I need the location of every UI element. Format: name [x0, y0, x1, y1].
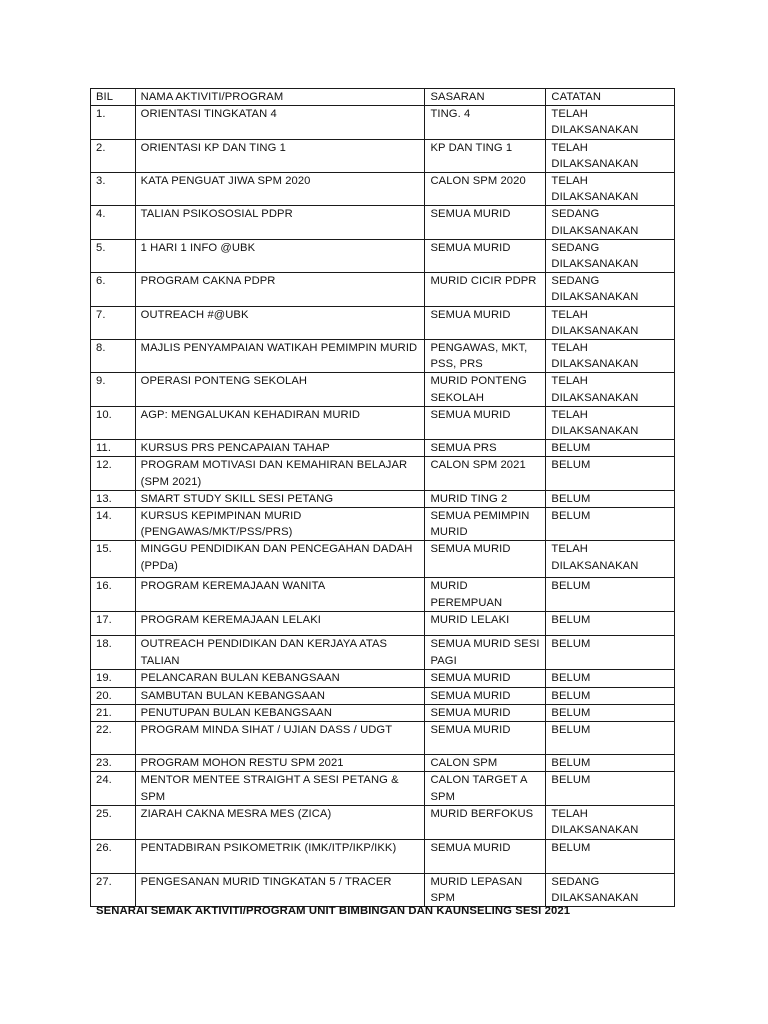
- cell-catatan: TELAH DILAKSANAKAN: [546, 805, 675, 839]
- cell-catatan: BELUM: [546, 578, 675, 612]
- table-row: [91, 873, 675, 906]
- header-sasaran: SASARAN: [425, 89, 546, 106]
- cell-sasaran: MURID TING 2: [425, 490, 546, 507]
- cell-catatan: SEDANG DILAKSANAKAN: [546, 206, 675, 239]
- cell-nama: OUTREACH PENDIDIKAN DAN KERJAYA ATAS TALIAN: [135, 636, 425, 670]
- cell-sasaran: SEMUA MURID SESI PAGI: [425, 636, 546, 670]
- cell-catatan: TELAH DILAKSANAKAN: [546, 106, 675, 139]
- table-row: [91, 490, 675, 507]
- cell-bil: 25.: [91, 805, 136, 839]
- cell-bil: 2.: [91, 139, 136, 172]
- cell-catatan: TELAH DILAKSANAKAN: [546, 340, 675, 373]
- cell-catatan: TELAH DILAKSANAKAN: [546, 373, 675, 406]
- cell-catatan: TELAH DILAKSANAKAN: [546, 139, 675, 172]
- table-row: [91, 670, 675, 687]
- table-row: [91, 722, 675, 755]
- cell-nama: PELANCARAN BULAN KEBANGSAAN: [135, 670, 425, 687]
- cell-bil: 16.: [91, 578, 136, 612]
- cell-bil: 5.: [91, 239, 136, 272]
- cell-catatan: TELAH DILAKSANAKAN: [546, 306, 675, 339]
- cell-nama: PROGRAM MINDA SIHAT / UJIAN DASS / UDGT: [135, 722, 425, 755]
- cell-sasaran: SEMUA MURID: [425, 722, 546, 755]
- table-row: [91, 578, 675, 612]
- cell-bil: 13.: [91, 490, 136, 507]
- table-row: [91, 541, 675, 578]
- table-row: [91, 508, 675, 541]
- cell-sasaran: MURID LELAKI: [425, 612, 546, 636]
- cell-sasaran: CALON SPM: [425, 755, 546, 772]
- table-row: [91, 373, 675, 406]
- cell-sasaran: SEMUA MURID: [425, 406, 546, 439]
- cell-catatan: SEDANG DILAKSANAKAN: [546, 873, 675, 906]
- cell-sasaran: SEMUA MURID: [425, 306, 546, 339]
- table-row: [91, 687, 675, 704]
- cell-bil: 24.: [91, 772, 136, 805]
- cell-catatan: BELUM: [546, 772, 675, 805]
- cell-nama: AGP: MENGALUKAN KEHADIRAN MURID: [135, 406, 425, 439]
- table-row: [91, 173, 675, 206]
- cell-sasaran: CALON SPM 2021: [425, 457, 546, 490]
- cell-bil: 3.: [91, 173, 136, 206]
- cell-sasaran: SEMUA MURID: [425, 670, 546, 687]
- cell-sasaran: SEMUA MURID: [425, 839, 546, 873]
- cell-sasaran: SEMUA MURID: [425, 541, 546, 578]
- cell-sasaran: TING. 4: [425, 106, 546, 139]
- document-caption: SENARAI SEMAK AKTIVITI/PROGRAM UNIT BIMBINGAN DAN KAUNSELING SESI 2021: [96, 905, 571, 917]
- activity-checklist-table: [90, 88, 675, 907]
- table-row: [91, 805, 675, 839]
- table-row: [91, 839, 675, 873]
- table-header-row: [91, 89, 675, 106]
- cell-sasaran: SEMUA PRS: [425, 440, 546, 457]
- cell-catatan: BELUM: [546, 704, 675, 721]
- cell-sasaran: SEMUA MURID: [425, 704, 546, 721]
- header-nama-aktiviti: NAMA AKTIVITI/PROGRAM: [135, 89, 425, 106]
- table-row: [91, 206, 675, 239]
- cell-catatan: BELUM: [546, 636, 675, 670]
- header-catatan: CATATAN: [546, 89, 675, 106]
- cell-bil: 23.: [91, 755, 136, 772]
- cell-sasaran: MURID PONTENG SEKOLAH: [425, 373, 546, 406]
- cell-nama: PROGRAM KEREMAJAAN WANITA: [135, 578, 425, 612]
- cell-bil: 12.: [91, 457, 136, 490]
- cell-catatan: BELUM: [546, 839, 675, 873]
- cell-catatan: BELUM: [546, 612, 675, 636]
- table-row: [91, 340, 675, 373]
- cell-sasaran: MURID PEREMPUAN: [425, 578, 546, 612]
- cell-bil: 4.: [91, 206, 136, 239]
- table-row: [91, 406, 675, 439]
- table-row: [91, 457, 675, 490]
- cell-nama: KURSUS KEPIMPINAN MURID (PENGAWAS/MKT/PSS/PRS): [135, 508, 425, 541]
- cell-bil: 22.: [91, 722, 136, 755]
- cell-bil: 6.: [91, 273, 136, 306]
- cell-nama: PENUTUPAN BULAN KEBANGSAAN: [135, 704, 425, 721]
- table-row: [91, 755, 675, 772]
- cell-sasaran: CALON SPM 2020: [425, 173, 546, 206]
- table-row: [91, 306, 675, 339]
- cell-sasaran: PENGAWAS, MKT, PSS, PRS: [425, 340, 546, 373]
- cell-catatan: SEDANG DILAKSANAKAN: [546, 273, 675, 306]
- cell-nama: ORIENTASI KP DAN TING 1: [135, 139, 425, 172]
- cell-catatan: TELAH DILAKSANAKAN: [546, 173, 675, 206]
- cell-bil: 9.: [91, 373, 136, 406]
- cell-bil: 27.: [91, 873, 136, 906]
- cell-bil: 11.: [91, 440, 136, 457]
- cell-sasaran: MURID CICIR PDPR: [425, 273, 546, 306]
- cell-sasaran: SEMUA PEMIMPIN MURID: [425, 508, 546, 541]
- table-row: [91, 239, 675, 272]
- cell-nama: MENTOR MENTEE STRAIGHT A SESI PETANG & SPM: [135, 772, 425, 805]
- cell-bil: 10.: [91, 406, 136, 439]
- cell-catatan: BELUM: [546, 687, 675, 704]
- cell-bil: 15.: [91, 541, 136, 578]
- cell-catatan: BELUM: [546, 490, 675, 507]
- cell-sasaran: CALON TARGET A SPM: [425, 772, 546, 805]
- table-row: [91, 772, 675, 805]
- cell-catatan: BELUM: [546, 755, 675, 772]
- cell-nama: KATA PENGUAT JIWA SPM 2020: [135, 173, 425, 206]
- cell-catatan: BELUM: [546, 440, 675, 457]
- cell-bil: 21.: [91, 704, 136, 721]
- cell-nama: PROGRAM CAKNA PDPR: [135, 273, 425, 306]
- cell-catatan: BELUM: [546, 670, 675, 687]
- cell-sasaran: MURID LEPASAN SPM: [425, 873, 546, 906]
- cell-sasaran: SEMUA MURID: [425, 239, 546, 272]
- cell-nama: SMART STUDY SKILL SESI PETANG: [135, 490, 425, 507]
- cell-nama: KURSUS PRS PENCAPAIAN TAHAP: [135, 440, 425, 457]
- cell-nama: ZIARAH CAKNA MESRA MES (ZICA): [135, 805, 425, 839]
- table-row: [91, 440, 675, 457]
- cell-bil: 8.: [91, 340, 136, 373]
- cell-sasaran: SEMUA MURID: [425, 687, 546, 704]
- table-row: [91, 612, 675, 636]
- cell-bil: 1.: [91, 106, 136, 139]
- table-row: [91, 139, 675, 172]
- cell-bil: 20.: [91, 687, 136, 704]
- cell-catatan: SEDANG DILAKSANAKAN: [546, 239, 675, 272]
- cell-catatan: TELAH DILAKSANAKAN: [546, 541, 675, 578]
- table-row: [91, 636, 675, 670]
- cell-bil: 17.: [91, 612, 136, 636]
- table-row: [91, 704, 675, 721]
- cell-nama: MAJLIS PENYAMPAIAN WATIKAH PEMIMPIN MURID: [135, 340, 425, 373]
- cell-nama: OPERASI PONTENG SEKOLAH: [135, 373, 425, 406]
- cell-catatan: BELUM: [546, 457, 675, 490]
- table-body: [91, 106, 675, 907]
- table-row: [91, 106, 675, 139]
- cell-nama: 1 HARI 1 INFO @UBK: [135, 239, 425, 272]
- cell-nama: PROGRAM MOTIVASI DAN KEMAHIRAN BELAJAR (SPM 2021): [135, 457, 425, 490]
- cell-sasaran: KP DAN TING 1: [425, 139, 546, 172]
- cell-nama: PENTADBIRAN PSIKOMETRIK (IMK/ITP/IKP/IKK): [135, 839, 425, 873]
- header-bil: BIL: [91, 89, 136, 106]
- cell-nama: ORIENTASI TINGKATAN 4: [135, 106, 425, 139]
- cell-nama: TALIAN PSIKOSOSIAL PDPR: [135, 206, 425, 239]
- cell-nama: MINGGU PENDIDIKAN DAN PENCEGAHAN DADAH (PPDa): [135, 541, 425, 578]
- cell-nama: PENGESANAN MURID TINGKATAN 5 / TRACER: [135, 873, 425, 906]
- cell-bil: 19.: [91, 670, 136, 687]
- cell-catatan: BELUM: [546, 722, 675, 755]
- cell-bil: 18.: [91, 636, 136, 670]
- table-row: [91, 273, 675, 306]
- cell-catatan: BELUM: [546, 508, 675, 541]
- cell-catatan: TELAH DILAKSANAKAN: [546, 406, 675, 439]
- cell-sasaran: SEMUA MURID: [425, 206, 546, 239]
- cell-bil: 26.: [91, 839, 136, 873]
- cell-nama: OUTREACH #@UBK: [135, 306, 425, 339]
- cell-nama: SAMBUTAN BULAN KEBANGSAAN: [135, 687, 425, 704]
- cell-sasaran: MURID BERFOKUS: [425, 805, 546, 839]
- cell-bil: 14.: [91, 508, 136, 541]
- cell-bil: 7.: [91, 306, 136, 339]
- cell-nama: PROGRAM KEREMAJAAN LELAKI: [135, 612, 425, 636]
- cell-nama: PROGRAM MOHON RESTU SPM 2021: [135, 755, 425, 772]
